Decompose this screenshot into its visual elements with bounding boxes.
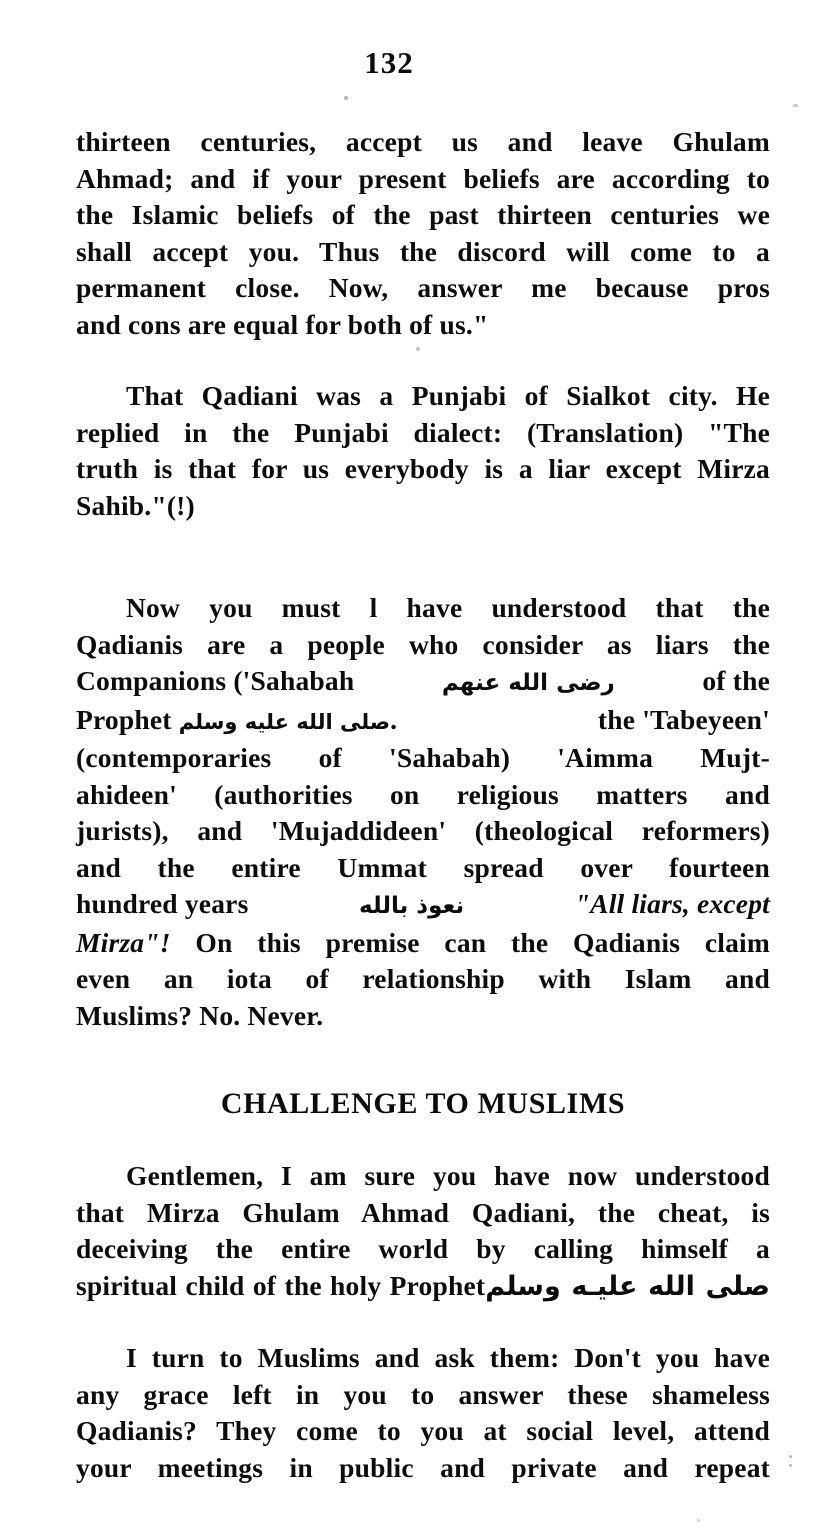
text-line: and cons are equal for both of us.": [76, 308, 489, 340]
page-text-column: [76, 0, 770, 1486]
paragraph-i-turn-to-muslims: [76, 1340, 770, 1486]
text-segment: On this premise can the Qadianis claim: [195, 926, 770, 958]
text-segment: spiritual child of the holy Prophet: [76, 1269, 486, 1301]
text-line-with-arabic: [76, 702, 770, 741]
text-segment: Prophet: [76, 703, 179, 735]
scan-speck: [344, 96, 348, 100]
text-segment-group: [76, 702, 397, 741]
text-line: deceiving the entire world by calling himself a: [76, 1233, 770, 1264]
text-line: Qadianis are a people who consider as liars the: [76, 628, 770, 660]
text-line: thirteen centuries, accept us and leave Ghulam: [76, 126, 770, 157]
text-line: that Mirza Ghulam Ahmad Qadiani, the cheat, is: [76, 1196, 770, 1228]
text-line: permanent close. Now, answer me because pros: [76, 272, 770, 303]
page-number: 132: [364, 45, 414, 80]
text-line: (contemporaries of 'Sahabah) 'Aimma Mujt-: [76, 742, 770, 773]
text-segment: hundred years: [76, 888, 249, 919]
arabic-honorific-sallallahu-alayhi-wasallam: صلى الله عليـه وسلم: [485, 1270, 770, 1302]
text-segment: of the: [702, 665, 770, 696]
text-line-with-arabic: [76, 886, 770, 925]
text-line: Muslims? No. Never.: [76, 999, 324, 1031]
italic-quote-segment: Mirza"!: [76, 926, 171, 958]
text-line-with-arabic: [76, 1268, 770, 1306]
paragraph-gentlemen: [76, 1158, 770, 1305]
text-line: [76, 925, 770, 962]
text-line: shall accept you. Thus the discord will come to a: [76, 235, 770, 267]
text-line: That Qadiani was a Punjabi of Sialkot city. He: [126, 380, 770, 411]
text-line: Gentlemen, I am sure you have now understood: [126, 1160, 770, 1191]
text-line: and the entire Ummat spread over fourteen: [76, 851, 770, 883]
text-line: jurists), and 'Mujaddideen' (theological reformers): [76, 815, 770, 846]
text-line: Sahib."(!): [76, 489, 195, 521]
text-segment: .: [390, 703, 397, 735]
text-line: Ahmad; and if your present beliefs are according to: [76, 162, 770, 194]
text-line: even an iota of relationship with Islam and: [76, 963, 770, 994]
text-segment: Companions ('Sahabah: [76, 665, 355, 696]
arabic-honorific-sallallahu-alayhi-wasallam: صلى الله عليه وسلم: [178, 709, 391, 734]
paragraph-qadiani-punjabi: [76, 378, 770, 524]
text-line-with-arabic: [76, 663, 770, 702]
paragraph-continuation: [76, 124, 770, 343]
scan-speck: [416, 347, 420, 351]
italic-quote-segment: "All liars, except: [574, 888, 770, 919]
scan-speck: [697, 1519, 700, 1522]
text-line: ahideen' (authorities on religious matters and: [76, 778, 770, 810]
paragraph-qadianis-liars: [76, 590, 770, 1034]
text-line: truth is that for us everybody is a liar except Mirza: [76, 453, 770, 484]
text-line: I turn to Muslims and ask them: Don't you have: [126, 1342, 770, 1373]
scan-speck: [793, 104, 798, 107]
text-line: the Islamic beliefs of the past thirteen centuries we: [76, 199, 770, 230]
text-line: Qadianis? They come to you at social level, attend: [76, 1415, 770, 1446]
text-line: Now you must l have understood that the: [126, 592, 770, 623]
text-line: any grace left in you to answer these shameless: [76, 1378, 770, 1410]
text-line: replied in the Punjabi dialect: (Translation) "The: [76, 416, 770, 448]
section-heading-challenge-to-muslims: CHALLENGE TO MUSLIMS: [220, 1087, 626, 1120]
text-line: your meetings in public and private and repeat: [76, 1451, 770, 1483]
scan-speck: [789, 1455, 792, 1458]
arabic-honorific-radiallahu-anhum: رضى الله عنهم: [441, 670, 615, 696]
text-segment: the 'Tabeyeen': [597, 703, 770, 735]
arabic-phrase-naudhubillah: نعوذ بالله: [359, 893, 465, 919]
